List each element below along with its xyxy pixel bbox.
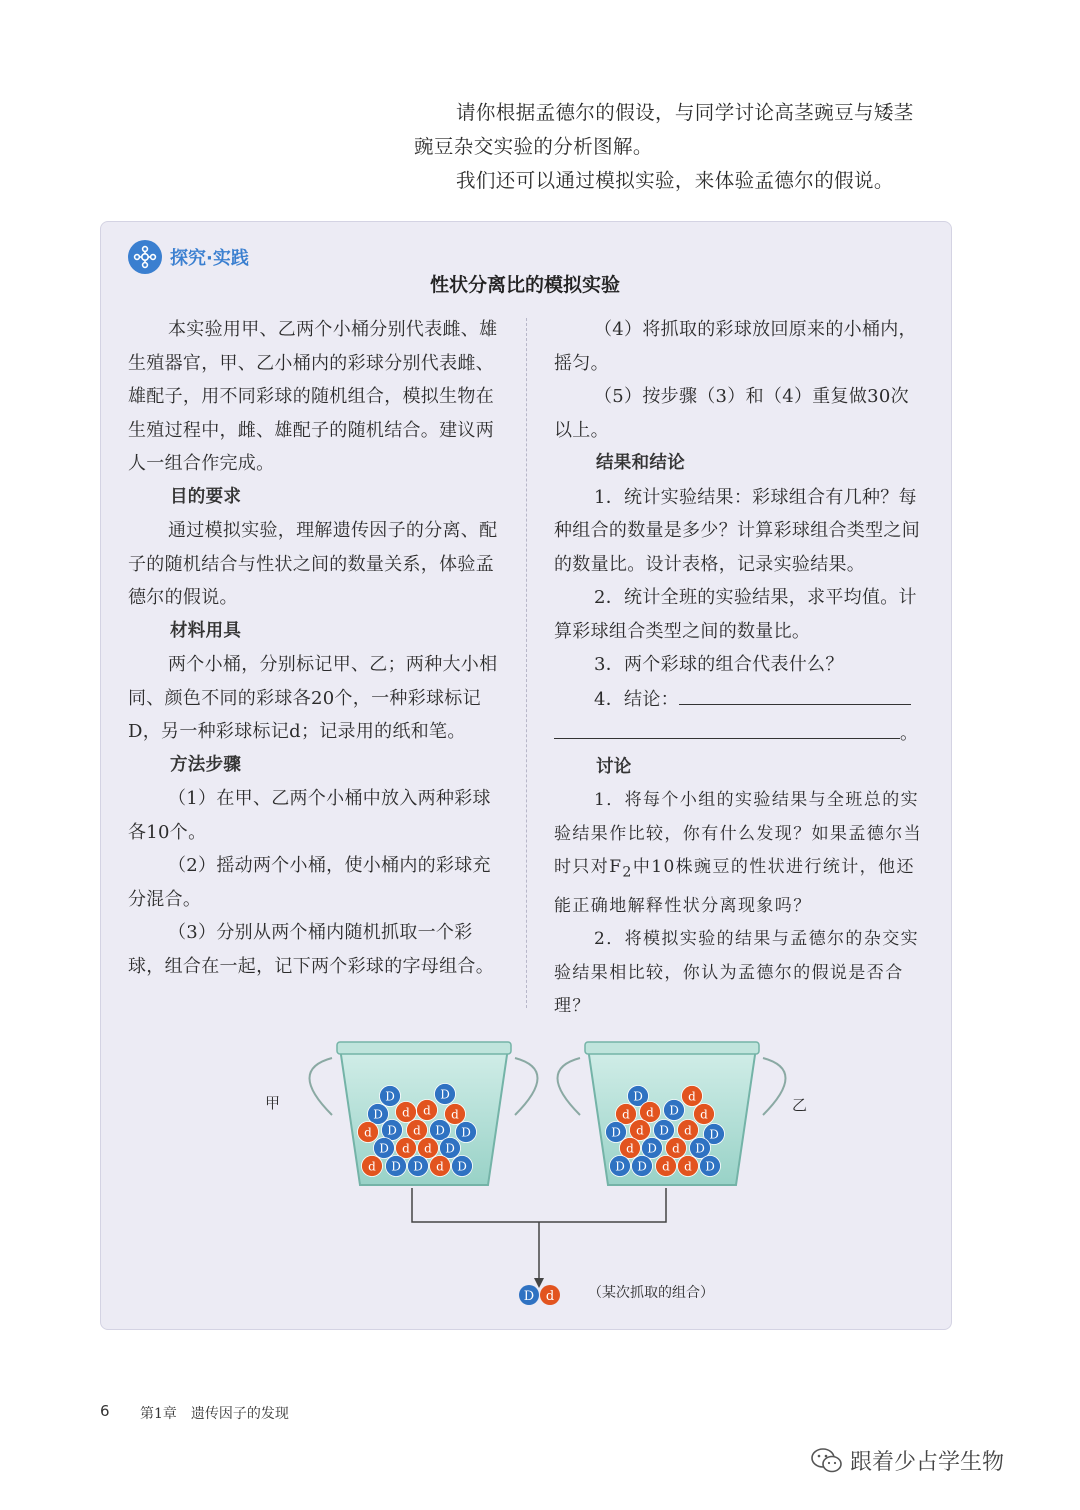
right-ball-label: D [633,1089,643,1104]
intro-text [414,96,959,198]
right-ball-label: D [709,1127,719,1142]
result-1: 1．统计实验结果：彩球组合有几种？每种组合的数量是多少？计算彩球组合类型之间的数量比。设计表格，记录实验结果。 [554,486,920,575]
left-ball-label: D [457,1159,467,1174]
left-ball-label: D [387,1123,397,1138]
bucket-right [558,1042,786,1185]
result-3: 3．两个彩球的组合代表什么？ [594,654,844,675]
left-ball-label: d [413,1123,421,1138]
arrow-head [534,1278,544,1288]
left-ball-label: D [413,1159,423,1174]
badge-label: 探究·实践 [170,248,249,269]
discussion-1-part-b: 中10株豌豆的性状进行统计，他还能正确地解释性状分离现象吗？ [554,857,915,916]
step-2: （2）摇动两个小桶，使小桶内的彩球充分混合。 [128,855,491,910]
left-ball-label: d [402,1141,410,1156]
left-column [128,313,500,983]
bucket-left [310,1042,538,1185]
step-3: （3）分别从两个桶内随机抓取一个彩球，组合在一起，记下两个彩球的字母组合。 [128,922,494,977]
right-ball-label: D [615,1159,625,1174]
right-ball-label: D [695,1141,705,1156]
step-5: （5）按步骤（3）和（4）重复做30次以上。 [554,386,909,441]
right-ball-label: D [705,1159,715,1174]
intro-line-1: 请你根据孟德尔的假设，与同学讨论高茎豌豆与矮茎 [456,101,914,124]
step-1: （1）在甲、乙两个小桶中放入两种彩球各10个。 [128,788,491,843]
heading-purpose: 目的要求 [170,486,242,507]
intro-paragraph: 本实验用甲、乙两个小桶分别代表雌、雄生殖器官，甲、乙小桶内的彩球分别代表雌、雄配子，用不同彩球的随机组合，模拟生物在生殖过程中，雌、雄配子的随机结合。建议两人一组合作完成。 [128,319,498,474]
discussion-1-part-a: 1．将每个小组的实验结果与全班总的实验结果作比较，你有什么发现？如果孟德尔当时只对F [554,790,922,877]
result-4 [554,682,926,717]
left-ball-label: d [424,1141,432,1156]
heading-materials: 材料用具 [170,620,242,641]
buckets-figure [100,1000,950,1320]
right-ball-label: D [647,1141,657,1156]
right-ball-label: d [646,1105,654,1120]
network-icon [128,240,162,274]
experiment-title: 性状分离比的模拟实验 [429,274,620,296]
column-divider [526,318,527,1008]
right-ball-label: d [662,1159,670,1174]
left-ball-label: D [461,1125,471,1140]
watermark-text: 跟着少占学生物 [850,1450,1005,1475]
left-ball-label: D [379,1141,389,1156]
conclusion-line [554,716,926,751]
right-ball-label: d [688,1089,696,1104]
left-ball-label: D [385,1089,395,1104]
left-ball-label: D [445,1141,455,1156]
left-ball-label: D [391,1159,401,1174]
intro-line-3: 我们还可以通过模拟实验，来体验孟德尔的假说。 [456,169,894,192]
left-ball-label: d [402,1105,410,1120]
left-ball-label: d [451,1107,459,1122]
bucket-label-right: 乙 [792,1096,808,1114]
left-ball-label: d [436,1159,444,1174]
left-ball-label: d [423,1103,431,1118]
wechat-icon [810,1446,844,1476]
intro-line-2: 豌豆杂交实验的分析图解。 [414,135,653,158]
heading-results: 结果和结论 [596,453,685,473]
discussion-1 [554,784,926,923]
subscript: 2 [622,864,633,881]
right-ball-label: D [637,1159,647,1174]
right-ball-label: d [684,1159,692,1174]
right-ball-label: D [611,1125,621,1140]
right-ball-label: D [659,1123,669,1138]
right-ball-label: d [684,1123,692,1138]
result-2: 2．统计全班的实验结果，求平均值。计算彩球组合类型之间的数量比。 [554,587,917,642]
result-ball-D-label: D [523,1289,535,1304]
wechat-watermark [810,1445,1004,1476]
heading-steps: 方法步骤 [170,754,242,775]
left-ball-label: D [373,1107,383,1122]
right-ball-label: D [669,1103,679,1118]
left-ball-label: D [440,1087,450,1102]
result-combination [519,1285,560,1305]
bucket-label-left: 甲 [265,1094,281,1112]
left-ball-label: d [364,1125,372,1140]
left-ball-label: d [368,1159,376,1174]
discussion-2: 2．将模拟实验的结果与孟德尔的杂交实验结果相比较，你认为孟德尔的假说是否合理？ [554,929,920,1017]
right-ball-label: d [672,1141,680,1156]
right-ball-label: d [622,1107,630,1122]
chapter-title: 第1章 遗传因子的发现 [140,1406,289,1422]
conclusion-blank-line [554,716,900,739]
right-ball-label: d [636,1123,644,1138]
materials-paragraph: 两个小桶，分别标记甲、乙；两种大小相同、颜色不同的彩球各20个，一种彩球标记D，另一种彩球标记d；记录用的纸和笔。 [128,654,498,742]
step-4: （4）将抓取的彩球放回原来的小桶内，摇匀。 [554,319,917,374]
conclusion-label: 4．结论： [594,688,679,710]
right-ball-label: d [700,1107,708,1122]
heading-discussion: 讨论 [596,756,632,777]
right-ball-label: d [626,1141,634,1156]
result-ball-d-label: d [545,1289,555,1304]
connector-line [412,1188,666,1222]
right-column [554,313,926,1024]
activity-badge [128,240,249,274]
purpose-paragraph: 通过模拟实验，理解遗传因子的分离、配子的随机结合与性状之间的数量关系，体验孟德尔的假说。 [128,520,498,608]
left-ball-label: D [435,1123,445,1138]
figure-caption: （某次抓取的组合） [588,1285,714,1301]
conclusion-blank [679,682,911,705]
page-number: 6 [100,1402,110,1420]
conclusion-end: 。 [900,723,919,744]
